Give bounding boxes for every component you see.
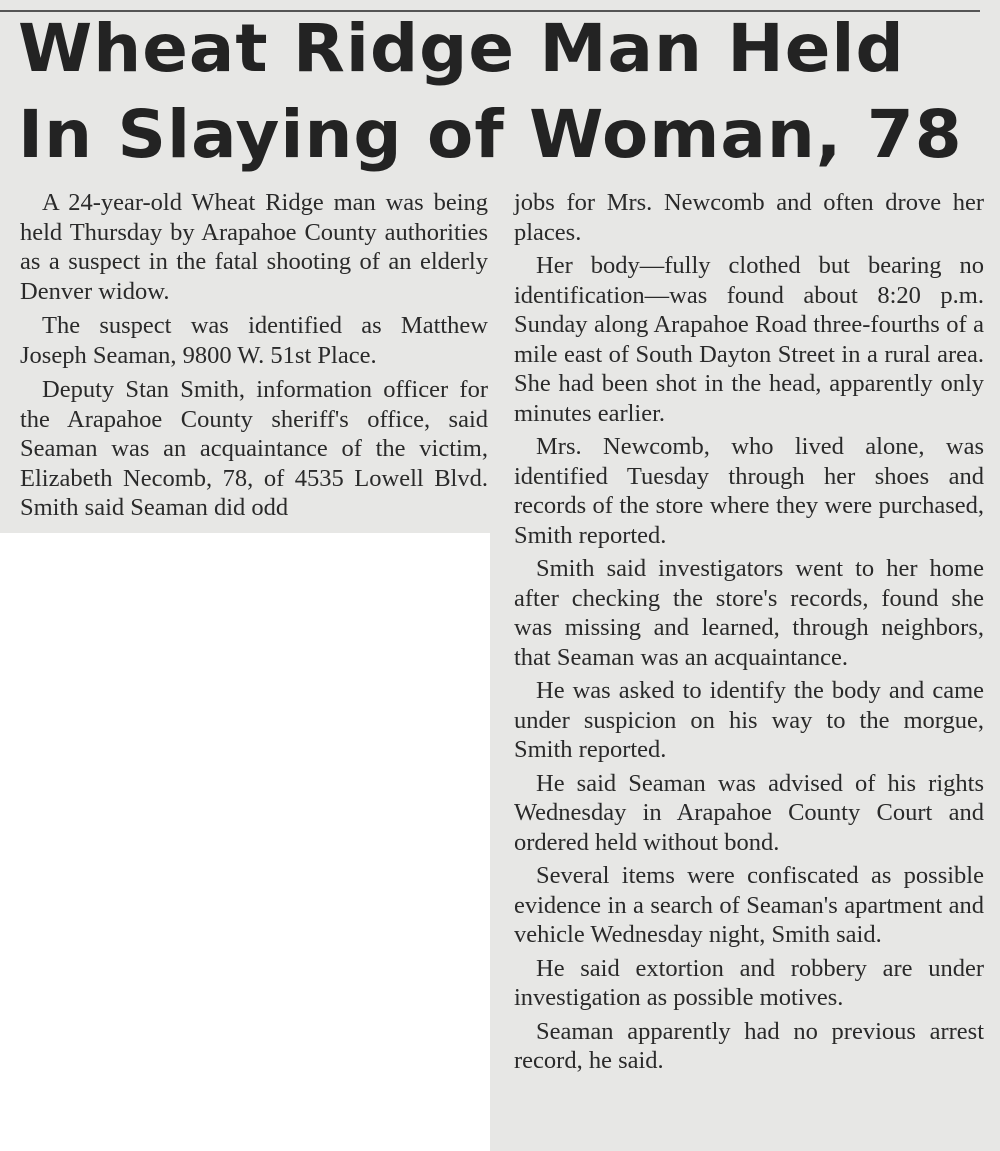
headline-line-1: Wheat Ridge Man Held <box>18 10 905 87</box>
blank-area <box>4 533 490 1151</box>
headline <box>18 6 997 178</box>
paragraph: Several items were confiscated as possible evidence in a search of Seaman's apartment and vehicle Wednesday night, Smith said. <box>514 862 984 948</box>
paragraph: He was asked to identify the body and came under suspicion on his way to the morgue, Smith reported. <box>514 677 984 763</box>
paragraph: Smith said investigators went to her home after checking the store's records, found she was missing and learned, through neighbors, that Seaman was an acquaintance. <box>514 555 984 671</box>
left-column <box>20 188 488 528</box>
paragraph-continued: jobs for Mrs. Newcomb and often drove her places. <box>514 189 984 246</box>
paragraph: He said Seaman was advised of his rights Wednesday in Arapahoe County Court and ordered held without bond. <box>514 769 984 856</box>
right-column <box>514 188 984 1080</box>
paragraph: Mrs. Newcomb, who lived alone, was identified Tuesday through her shoes and records of the store where they were purchased, Smith reported. <box>514 433 984 549</box>
paragraph: Seaman apparently had no previous arrest record, he said. <box>514 1017 984 1074</box>
paragraph: He said extortion and robbery are under investigation as possible motives. <box>514 954 984 1011</box>
headline-line-2: In Slaying of Woman, 78 <box>18 96 963 173</box>
paragraph: Her body—fully clothed but bearing no identification—was found about 8:20 p.m. Sunday along Arapahoe Road three-fourths of a mile east of South Dayton Street in a rural area. She had been shot in the head, apparently only minutes earlier. <box>514 252 984 427</box>
paragraph: Deputy Stan Smith, information officer for the Arapahoe County sheriff's office, said Seaman was an acquaintance of the victim, Elizabeth Necomb, 78, of 4535 Lowell Blvd. Smith said Seaman did odd <box>20 376 488 521</box>
paragraph: The suspect was identified as Matthew Joseph Seaman, 9800 W. 51st Place. <box>20 312 488 369</box>
paragraph: A 24-year-old Wheat Ridge man was being held Thursday by Arapahoe County authorities as a suspect in the fatal shooting of an elderly Denver widow. <box>20 189 488 305</box>
